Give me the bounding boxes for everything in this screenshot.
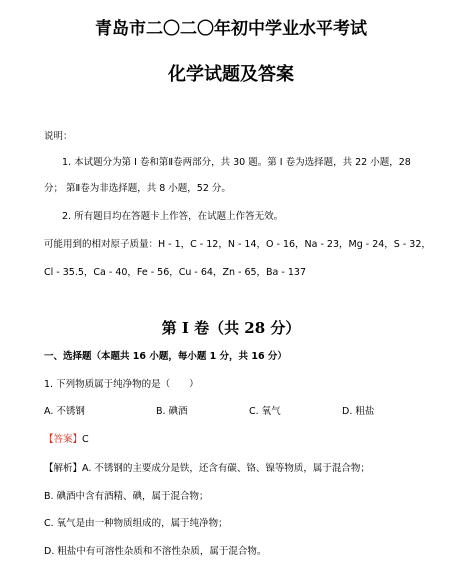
instruction-2: 2. 所有题目均在答题卡上作答，在试题上作答无效。 [62, 211, 284, 222]
answer-value: C [82, 434, 89, 445]
option-a: A. 不锈钢 [44, 406, 85, 417]
instructions-label: 说明： [44, 131, 73, 142]
atomic-masses-line-2: Cl - 35.5，Ca - 40，Fe - 56，Cu - 64，Zn - 65，Ba - 137 [44, 267, 306, 278]
instruction-1-line-1: 1. 本试题分为第 I 卷和第Ⅱ卷两部分，共 30 题。第 I 卷为选择题，共 22 小题，28 [62, 157, 411, 168]
analysis-a-line [44, 460, 370, 474]
atomic-masses-line-1: 可能用到的相对原子质量：H - 1，C - 12，N - 14，O - 16，Na - 23，Mg - 24，S - 32， [44, 239, 431, 250]
analysis-label: 【解析】 [44, 463, 83, 474]
part-heading: 一、选择题（本题共 16 小题，每小题 1 分，共 16 分） [44, 351, 287, 362]
exam-subtitle: 化学试题及答案 [168, 64, 294, 85]
answer-line [44, 431, 89, 445]
option-c: C. 氧气 [249, 406, 281, 417]
question-1-stem: 1. 下列物质属于纯净物的是（ ） [44, 379, 199, 390]
answer-label: 【答案】 [44, 434, 83, 445]
section-title: 第 I 卷（共 28 分） [161, 319, 301, 337]
exam-title: 青岛市二〇二〇年初中学业水平考试 [95, 19, 367, 39]
option-b: B. 碘酒 [156, 406, 188, 417]
instruction-1-line-2: 分； 第Ⅱ卷为非选择题，共 8 小题，52 分。 [44, 183, 231, 194]
option-d: D. 粗盐 [342, 406, 375, 417]
analysis-a: A. 不锈钢的主要成分是铁，还含有碳、铬、镍等物质，属于混合物； [82, 463, 370, 474]
analysis-c: C. 氧气是由一种物质组成的，属于纯净物； [44, 518, 228, 529]
analysis-b: B. 碘酒中含有酒精、碘，属于混合物； [44, 491, 209, 502]
analysis-d: D. 粗盐中有可溶性杂质和不溶性杂质，属于混合物。 [44, 546, 267, 557]
